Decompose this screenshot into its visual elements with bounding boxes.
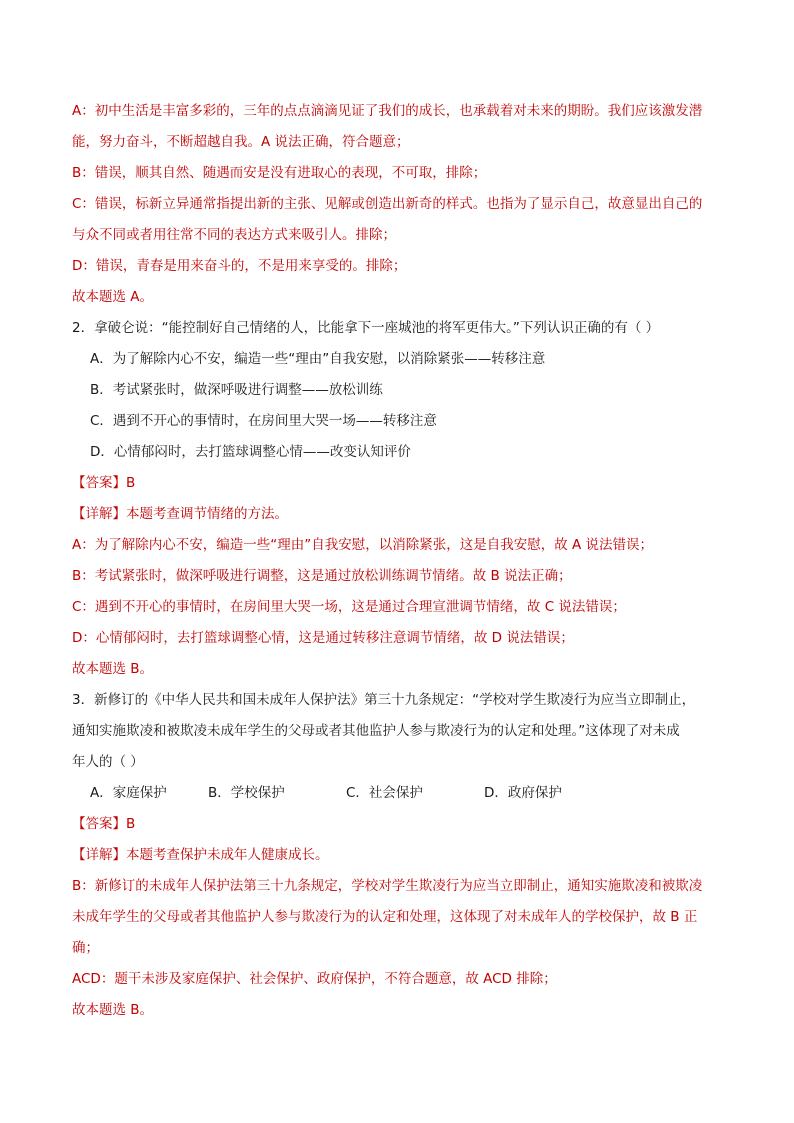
q3-analysis-line: ACD：题干未涉及家庭保护、社会保护、政府保护，不符合题意，故 ACD 排除； <box>72 971 557 987</box>
q3-stem-line: 3．新修订的《中华人民共和国未成年人保护法》第三十九条规定：“学校对学生欺凌行为应当立即制止， <box>72 692 696 708</box>
q2-option-b: B．考试紧张时，做深呼吸进行调整——放松训练 <box>90 382 383 398</box>
q2-conclusion: 故本题选 B。 <box>72 661 154 677</box>
q2-analysis-line: C：遇到不开心的事情时，在房间里大哭一场，这是通过合理宣泄调节情绪，故 C 说法错误； <box>72 599 626 615</box>
q3-stem-line: 通知实施欺凌和被欺凌未成年学生的父母或者其他监护人参与欺凌行为的认定和处理。”这体现了对未成 <box>72 723 680 739</box>
q3-conclusion: 故本题选 B。 <box>72 1002 154 1018</box>
q3-options <box>72 778 734 809</box>
q3-analysis-line: 确； <box>72 940 99 956</box>
q2-option-d: D．心情郁闷时，去打篮球调整心情——改变认知评价 <box>90 444 411 460</box>
q2-detail: 【详解】本题考查调节情绪的方法。 <box>72 506 288 522</box>
q3-detail: 【详解】本题考查保护未成年人健康成长。 <box>72 847 329 863</box>
q3-stem-line: 年人的（ ） <box>72 754 144 770</box>
q3-option-d: D．政府保护 <box>484 785 562 801</box>
q2-option-a: A．为了解除内心不安，编造一些“理由”自我安慰，以消除紧张——转移注意 <box>90 351 546 367</box>
q3-analysis-line: 未成年学生的父母或者其他监护人参与欺凌行为的认定和处理，这体现了对未成年人的学校保护，故 B 正 <box>72 909 698 925</box>
q1-conclusion: 故本题选 A。 <box>72 289 154 305</box>
q2-analysis-line: B：考试紧张时，做深呼吸进行调整，这是通过放松训练调节情绪。故 B 说法正确； <box>72 568 572 584</box>
q1-analysis-line: D：错误，青春是用来奋斗的，不是用来享受的。排除； <box>72 258 407 274</box>
q1-analysis-line: B：错误，顺其自然、随遇而安是没有进取心的表现，不可取，排除； <box>72 165 487 181</box>
q2-option-c: C．遇到不开心的事情时，在房间里大哭一场——转移注意 <box>90 413 437 429</box>
q2-answer: 【答案】B <box>72 475 136 491</box>
q3-option-a: A．家庭保护 <box>90 785 167 801</box>
q2-analysis-line: A：为了解除内心不安，编造一些“理由”自我安慰，以消除紧张，这是自我安慰，故 A 说法错误； <box>72 537 654 553</box>
q1-analysis-line: 能，努力奋斗，不断超越自我。A 说法正确，符合题意； <box>72 134 410 150</box>
document-page <box>72 96 734 1026</box>
q2-stem: 2．拿破仑说：“能控制好自己情绪的人，比能拿下一座城池的将军更伟大。”下列认识正确的有（ ） <box>72 320 660 336</box>
q1-analysis-line: A：初中生活是丰富多彩的，三年的点点滴滴见证了我们的成长，也承载着对未来的期盼。我们应该激发潜 <box>72 103 703 119</box>
q1-analysis-line: C：错误，标新立异通常指提出新的主张、见解或创造出新奇的样式。也指为了显示自己，故意显出自己的 <box>72 196 703 212</box>
q3-option-c: C．社会保护 <box>346 785 423 801</box>
q1-analysis-line: 与众不同或者用往常不同的表达方式来吸引人。排除； <box>72 227 396 243</box>
q3-answer: 【答案】B <box>72 816 136 832</box>
q2-analysis-line: D：心情郁闷时，去打篮球调整心情，这是通过转移注意调节情绪，故 D 说法错误； <box>72 630 574 646</box>
q3-option-b: B．学校保护 <box>208 785 285 801</box>
q3-analysis-line: B：新修订的未成年人保护法第三十九条规定，学校对学生欺凌行为应当立即制止，通知实施欺凌和被欺凌 <box>72 878 703 894</box>
